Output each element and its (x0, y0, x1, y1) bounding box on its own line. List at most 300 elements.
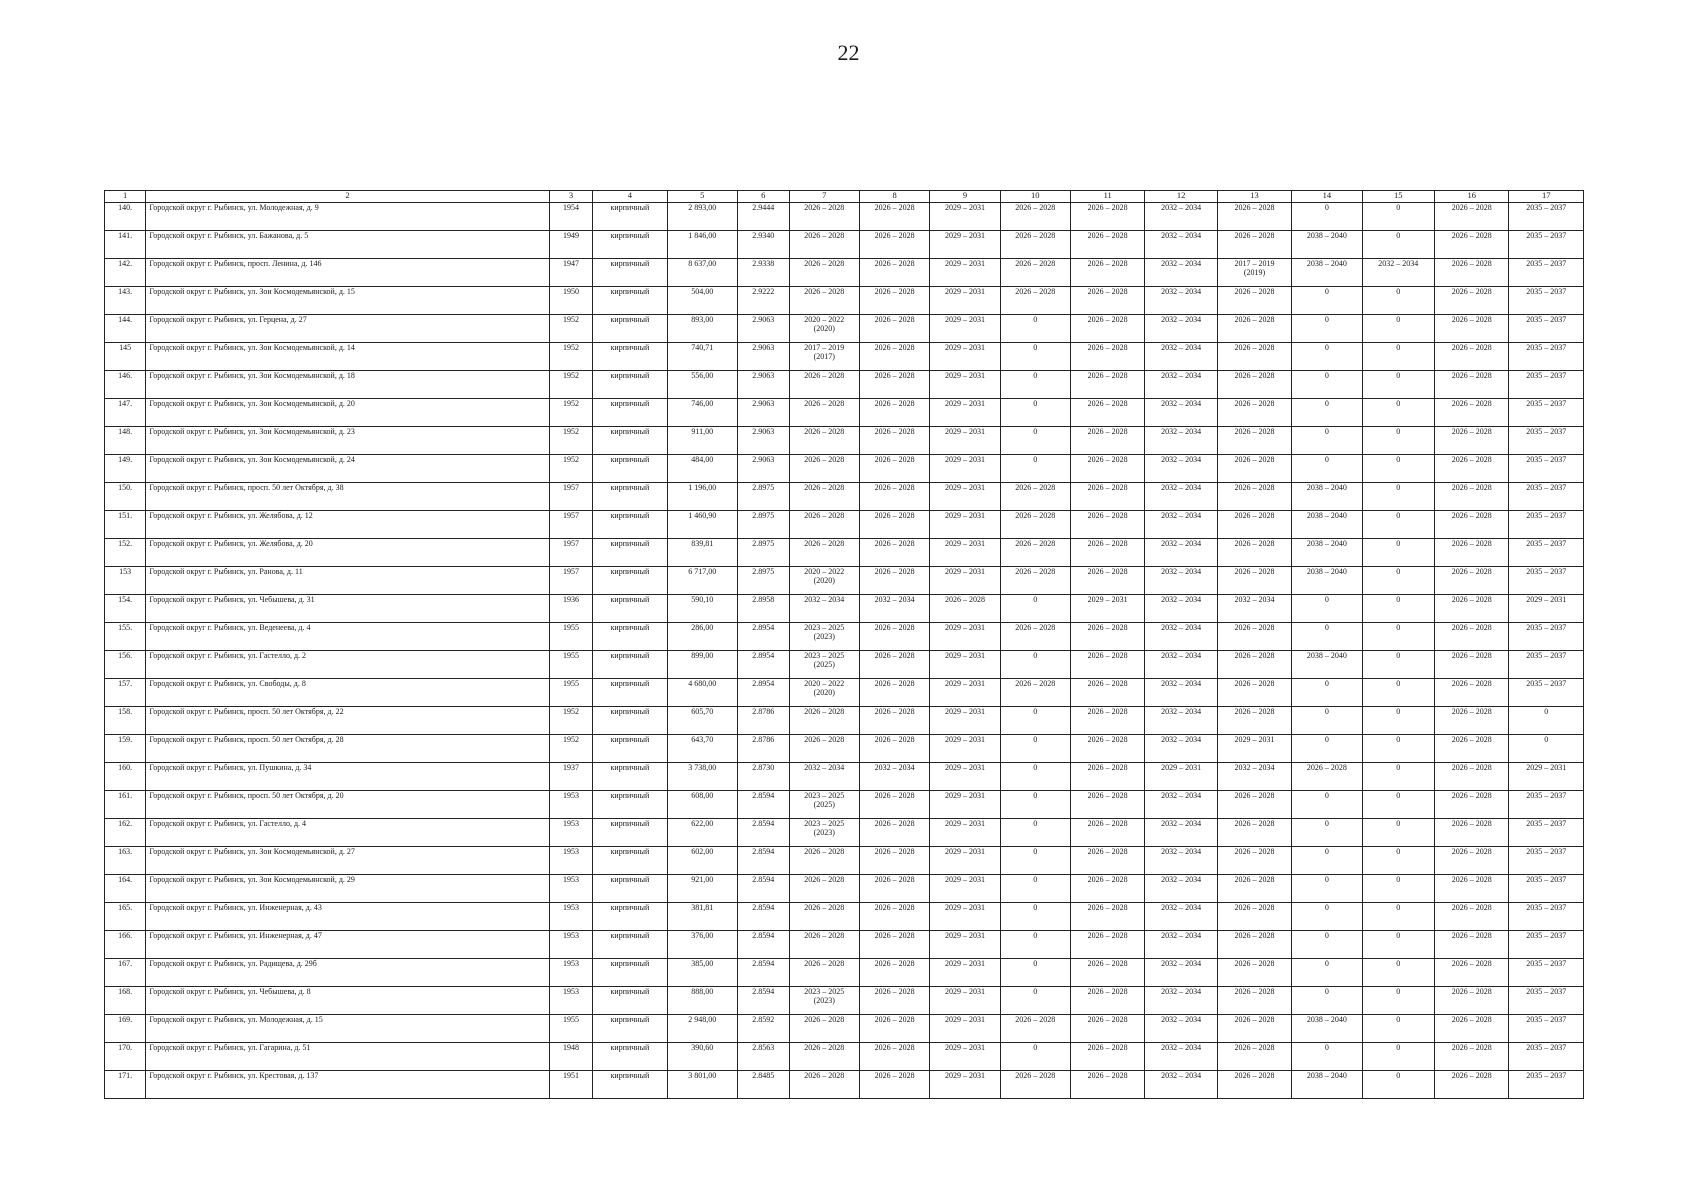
table-cell: 0 (1362, 203, 1434, 231)
table-cell: кирпичный (593, 791, 667, 819)
table-row (105, 763, 1584, 791)
table-cell: 1955 (549, 1015, 592, 1043)
table-cell: 2026 – 2028 (859, 1043, 929, 1071)
column-header: 6 (737, 191, 789, 203)
table-cell: 2032 – 2034 (1145, 455, 1217, 483)
table-cell: 0 (1362, 1015, 1434, 1043)
table-cell: 2038 – 2040 (1292, 483, 1362, 511)
table-cell: 2026 – 2028 (1434, 595, 1508, 623)
table-cell: 0 (1362, 1071, 1434, 1099)
table-cell: 2035 – 2037 (1509, 483, 1584, 511)
table-cell: 746,00 (667, 399, 737, 427)
table-cell: 2029 – 2031 (930, 203, 1000, 231)
table-cell: 2026 – 2028 (789, 1043, 859, 1071)
table-cell: 2029 – 2031 (930, 623, 1000, 651)
table-cell: 2026 – 2028 (1070, 287, 1144, 315)
table-cell: 2026 – 2028 (1070, 343, 1144, 371)
table-row (105, 987, 1584, 1015)
table-cell: 2038 – 2040 (1292, 1015, 1362, 1043)
table-cell: 2026 – 2028 (1070, 931, 1144, 959)
table-cell: 2026 – 2028 (789, 231, 859, 259)
table-cell: 2026 – 2028 (1070, 203, 1144, 231)
table-cell: 0 (1292, 931, 1362, 959)
table-cell: 2026 – 2028 (1070, 231, 1144, 259)
address-cell: Городской округ г. Рыбинск, просп. 50 лет Октября, д. 38 (146, 483, 549, 511)
table-cell: 2026 – 2028 (1217, 315, 1291, 343)
table-cell: 2026 – 2028 (1070, 791, 1144, 819)
table-cell: 0 (1292, 315, 1362, 343)
table-cell: 1952 (549, 427, 592, 455)
table-cell: 2026 – 2028 (789, 511, 859, 539)
table-cell: 1953 (549, 903, 592, 931)
table-cell: 155. (105, 623, 146, 651)
table-cell: 2032 – 2034 (1145, 315, 1217, 343)
table-cell: 2029 – 2031 (930, 371, 1000, 399)
table-cell: 2026 – 2028 (859, 455, 929, 483)
table-cell: 2026 – 2028 (789, 455, 859, 483)
address-cell: Городской округ г. Рыбинск, ул. Герцена, д. 27 (146, 315, 549, 343)
table-cell: 0 (1362, 679, 1434, 707)
table-cell: 376,00 (667, 931, 737, 959)
table-cell: 839,81 (667, 539, 737, 567)
column-header: 17 (1509, 191, 1584, 203)
table-cell: 2026 – 2028 (1217, 371, 1291, 399)
table-cell: 2.8975 (737, 483, 789, 511)
table-cell: 2.8594 (737, 931, 789, 959)
table-body (105, 203, 1584, 1099)
table-cell: 2029 – 2031 (1145, 763, 1217, 791)
table-cell: 2026 – 2028 (1217, 819, 1291, 847)
table-row (105, 203, 1584, 231)
table-cell: 2032 – 2034 (1145, 483, 1217, 511)
table-cell: 2026 – 2028 (859, 343, 929, 371)
address-cell: Городской округ г. Рыбинск, ул. Молодежная, д. 15 (146, 1015, 549, 1043)
table-cell: 2026 – 2028 (859, 1015, 929, 1043)
table-cell: 0 (1000, 651, 1070, 679)
table-cell: 2026 – 2028 (1000, 203, 1070, 231)
table-cell: 3 801,00 (667, 1071, 737, 1099)
table-cell: 2026 – 2028 (1070, 539, 1144, 567)
table-cell: 1953 (549, 875, 592, 903)
table-cell: кирпичный (593, 763, 667, 791)
table-cell: 0 (1362, 651, 1434, 679)
table-cell: 2026 – 2028 (789, 735, 859, 763)
table-cell: 2.8730 (737, 763, 789, 791)
table-cell: 1937 (549, 763, 592, 791)
table-cell: кирпичный (593, 287, 667, 315)
table-cell: 2026 – 2028 (1434, 259, 1508, 287)
table-cell: 2.8563 (737, 1043, 789, 1071)
table-cell: 164. (105, 875, 146, 903)
table-cell: 0 (1292, 791, 1362, 819)
table-cell: 2026 – 2028 (1434, 679, 1508, 707)
column-header: 9 (930, 191, 1000, 203)
table-cell: 0 (1000, 455, 1070, 483)
table-cell: 2032 – 2034 (1145, 343, 1217, 371)
table-cell: 0 (1000, 343, 1070, 371)
table-cell: 1947 (549, 259, 592, 287)
table-cell: 2026 – 2028 (789, 287, 859, 315)
table-cell: 2026 – 2028 (1434, 287, 1508, 315)
table-cell: 0 (1509, 735, 1584, 763)
column-header: 12 (1145, 191, 1217, 203)
table-cell: 0 (1292, 371, 1362, 399)
table-cell: 2035 – 2037 (1509, 511, 1584, 539)
table-cell: 2026 – 2028 (1217, 1071, 1291, 1099)
table-cell: 2035 – 2037 (1509, 651, 1584, 679)
table-cell: 2026 – 2028 (1000, 679, 1070, 707)
table-cell: 2026 – 2028 (859, 847, 929, 875)
table-cell: 2026 – 2028 (859, 427, 929, 455)
table-row (105, 259, 1584, 287)
table-cell: 286,00 (667, 623, 737, 651)
table-cell: 2.9063 (737, 343, 789, 371)
table-cell: 2032 – 2034 (1145, 595, 1217, 623)
table-cell: кирпичный (593, 623, 667, 651)
table-cell: 2029 – 2031 (1509, 763, 1584, 791)
table-cell: 2029 – 2031 (1070, 595, 1144, 623)
address-cell: Городской округ г. Рыбинск, ул. Зои Космодемьянской, д. 18 (146, 371, 549, 399)
table-cell: 0 (1362, 539, 1434, 567)
table-cell: 2026 – 2028 (1070, 371, 1144, 399)
table-cell: кирпичный (593, 959, 667, 987)
table-cell: 2026 – 2028 (1434, 1015, 1508, 1043)
table-cell: 167. (105, 959, 146, 987)
table-cell: 2026 – 2028 (859, 259, 929, 287)
table-row (105, 1043, 1584, 1071)
table-cell: 2032 – 2034 (1145, 931, 1217, 959)
table-cell: кирпичный (593, 315, 667, 343)
column-header: 7 (789, 191, 859, 203)
table-cell: 2029 – 2031 (1509, 595, 1584, 623)
table-cell: 171. (105, 1071, 146, 1099)
table-cell: 144. (105, 315, 146, 343)
table-cell: 0 (1362, 399, 1434, 427)
table-cell: кирпичный (593, 679, 667, 707)
table-cell: 2029 – 2031 (930, 1043, 1000, 1071)
table-cell: 2032 – 2034 (1145, 203, 1217, 231)
table-cell: 2026 – 2028 (859, 735, 929, 763)
table-cell: 888,00 (667, 987, 737, 1015)
table-cell: 1955 (549, 679, 592, 707)
table-cell: 2026 – 2028 (1217, 791, 1291, 819)
table-cell: 150. (105, 483, 146, 511)
table-cell: 2026 – 2028 (1434, 399, 1508, 427)
table-cell: 2.9444 (737, 203, 789, 231)
column-header: 3 (549, 191, 592, 203)
table-cell: 2026 – 2028 (859, 231, 929, 259)
table-row (105, 427, 1584, 455)
table-cell: 2032 – 2034 (1145, 707, 1217, 735)
table-cell: 2026 – 2028 (1217, 539, 1291, 567)
table-cell: кирпичный (593, 567, 667, 595)
table-cell: 2026 – 2028 (1434, 539, 1508, 567)
column-header: 8 (859, 191, 929, 203)
table-cell: 2026 – 2028 (789, 1015, 859, 1043)
table-cell: 390,60 (667, 1043, 737, 1071)
table-row (105, 455, 1584, 483)
table-cell: 146. (105, 371, 146, 399)
table-cell: 2032 – 2034 (1145, 371, 1217, 399)
table-cell: 2026 – 2028 (1217, 343, 1291, 371)
column-header: 4 (593, 191, 667, 203)
schedule-table (104, 190, 1584, 1099)
table-cell: 2026 – 2028 (1292, 763, 1362, 791)
table-cell: 153 (105, 567, 146, 595)
table-cell: 2026 – 2028 (1070, 707, 1144, 735)
table-cell: 1949 (549, 231, 592, 259)
column-header: 14 (1292, 191, 1362, 203)
table-cell: кирпичный (593, 483, 667, 511)
table-cell: 2026 – 2028 (1434, 763, 1508, 791)
table-cell: 1953 (549, 987, 592, 1015)
table-cell: 2.9063 (737, 455, 789, 483)
table-cell: 143. (105, 287, 146, 315)
table-cell: 157. (105, 679, 146, 707)
table-cell: 0 (1292, 623, 1362, 651)
table-cell: кирпичный (593, 987, 667, 1015)
table-cell: 8 637,00 (667, 259, 737, 287)
table-cell: 2026 – 2028 (1434, 203, 1508, 231)
table-cell: 2035 – 2037 (1509, 959, 1584, 987)
table-cell: 2029 – 2031 (930, 427, 1000, 455)
address-cell: Городской округ г. Рыбинск, ул. Инженерная, д. 47 (146, 931, 549, 959)
table-cell: 2029 – 2031 (930, 483, 1000, 511)
table-cell: 2035 – 2037 (1509, 791, 1584, 819)
table-cell: 2032 – 2034 (1145, 259, 1217, 287)
address-cell: Городской округ г. Рыбинск, ул. Ранова, д. 11 (146, 567, 549, 595)
table-cell: 2026 – 2028 (859, 791, 929, 819)
table-cell: 2.8954 (737, 623, 789, 651)
table-cell: 2026 – 2028 (1434, 651, 1508, 679)
table-cell: 2026 – 2028 (1217, 511, 1291, 539)
table-cell: 2032 – 2034 (1145, 567, 1217, 595)
table-cell: 1952 (549, 707, 592, 735)
table-cell: 504,00 (667, 287, 737, 315)
table-cell: кирпичный (593, 651, 667, 679)
table-cell: 2038 – 2040 (1292, 539, 1362, 567)
table-cell: 0 (1362, 483, 1434, 511)
table-cell: кирпичный (593, 371, 667, 399)
table-cell: 2035 – 2037 (1509, 623, 1584, 651)
table-cell: 2026 – 2028 (859, 203, 929, 231)
address-cell: Городской округ г. Рыбинск, ул. Свободы, д. 8 (146, 679, 549, 707)
address-cell: Городской округ г. Рыбинск, ул. Желябова, д. 20 (146, 539, 549, 567)
table-cell: 2026 – 2028 (1000, 1071, 1070, 1099)
table-cell: 1957 (549, 483, 592, 511)
table-cell: 2026 – 2028 (1434, 567, 1508, 595)
table-row (105, 539, 1584, 567)
table-cell: 2026 – 2028 (1217, 1043, 1291, 1071)
table-cell: 2035 – 2037 (1509, 819, 1584, 847)
table-cell: кирпичный (593, 427, 667, 455)
table-cell: 2029 – 2031 (930, 791, 1000, 819)
table-cell: 2026 – 2028 (1217, 707, 1291, 735)
table-cell: 893,00 (667, 315, 737, 343)
table-cell: 622,00 (667, 819, 737, 847)
table-cell: 1951 (549, 1071, 592, 1099)
table-cell: 2035 – 2037 (1509, 539, 1584, 567)
table-row (105, 231, 1584, 259)
table-cell: 0 (1292, 903, 1362, 931)
table-cell: 2029 – 2031 (930, 287, 1000, 315)
table-cell: 2026 – 2028 (1434, 707, 1508, 735)
table-cell: 1953 (549, 819, 592, 847)
table-cell: 2035 – 2037 (1509, 847, 1584, 875)
table-cell: 2.8594 (737, 791, 789, 819)
table-cell: 385,00 (667, 959, 737, 987)
table-row (105, 623, 1584, 651)
table-cell: 2026 – 2028 (859, 623, 929, 651)
table-row (105, 959, 1584, 987)
table-cell: 2026 – 2028 (859, 987, 929, 1015)
table-cell: 2035 – 2037 (1509, 399, 1584, 427)
table-cell: 2032 – 2034 (1362, 259, 1434, 287)
table-cell: 0 (1362, 343, 1434, 371)
table-cell: 2026 – 2028 (1434, 875, 1508, 903)
table-cell: 2026 – 2028 (1070, 427, 1144, 455)
table-row (105, 791, 1584, 819)
table-cell: кирпичный (593, 511, 667, 539)
table-cell: 0 (1292, 343, 1362, 371)
table-cell: 166. (105, 931, 146, 959)
address-cell: Городской округ г. Рыбинск, ул. Чебышева, д. 31 (146, 595, 549, 623)
table-cell: 2026 – 2028 (1070, 1071, 1144, 1099)
table-cell: 608,00 (667, 791, 737, 819)
table-cell: 2026 – 2028 (1070, 819, 1144, 847)
table-cell: 2026 – 2028 (1070, 455, 1144, 483)
table-cell: 169. (105, 1015, 146, 1043)
table-cell: 170. (105, 1043, 146, 1071)
table-cell: 2026 – 2028 (1000, 1015, 1070, 1043)
table-cell: 0 (1362, 287, 1434, 315)
table-cell: 1957 (549, 511, 592, 539)
table-cell: 2032 – 2034 (859, 595, 929, 623)
table-cell: кирпичный (593, 1015, 667, 1043)
address-cell: Городской округ г. Рыбинск, ул. Радищева, д. 29б (146, 959, 549, 987)
table-cell: кирпичный (593, 343, 667, 371)
table-row (105, 903, 1584, 931)
table-cell: 2026 – 2028 (859, 483, 929, 511)
address-cell: Городской округ г. Рыбинск, ул. Желябова, д. 12 (146, 511, 549, 539)
table-cell: 151. (105, 511, 146, 539)
table-cell: 0 (1362, 763, 1434, 791)
table-cell: 0 (1362, 567, 1434, 595)
table-cell: 2026 – 2028 (1070, 651, 1144, 679)
table-cell: кирпичный (593, 1071, 667, 1099)
table-cell: 740,71 (667, 343, 737, 371)
table-cell: 2023 – 2025 (2023) (789, 623, 859, 651)
table-cell: 2026 – 2028 (1217, 651, 1291, 679)
table-cell: 2.8975 (737, 539, 789, 567)
table-cell: 2026 – 2028 (1217, 455, 1291, 483)
table-cell: 2032 – 2034 (1145, 959, 1217, 987)
table-cell: 2026 – 2028 (859, 371, 929, 399)
table-cell: 2035 – 2037 (1509, 903, 1584, 931)
table-cell: 2026 – 2028 (859, 315, 929, 343)
table-cell: 2032 – 2034 (1145, 1071, 1217, 1099)
address-cell: Городской округ г. Рыбинск, ул. Зои Космодемьянской, д. 14 (146, 343, 549, 371)
table-cell: 2026 – 2028 (1070, 483, 1144, 511)
table-cell: 2026 – 2028 (1070, 259, 1144, 287)
table-cell: 2032 – 2034 (1145, 1015, 1217, 1043)
table-cell: кирпичный (593, 903, 667, 931)
table-cell: 2035 – 2037 (1509, 567, 1584, 595)
address-cell: Городской округ г. Рыбинск, ул. Зои Космодемьянской, д. 15 (146, 287, 549, 315)
column-header: 16 (1434, 191, 1508, 203)
page-number: 22 (837, 40, 860, 65)
table-cell: 2029 – 2031 (930, 315, 1000, 343)
table-cell: 2.8786 (737, 707, 789, 735)
table-cell: 2026 – 2028 (1000, 231, 1070, 259)
table-cell: 154. (105, 595, 146, 623)
table-cell: кирпичный (593, 595, 667, 623)
table-cell: 2020 – 2022 (2020) (789, 567, 859, 595)
table-cell: 2026 – 2028 (1217, 679, 1291, 707)
table-cell: 2026 – 2028 (859, 399, 929, 427)
table-cell: 2029 – 2031 (930, 847, 1000, 875)
address-cell: Городской округ г. Рыбинск, ул. Инженерная, д. 43 (146, 903, 549, 931)
table-cell: 0 (1292, 875, 1362, 903)
table-cell: 0 (1292, 595, 1362, 623)
table-cell: 2029 – 2031 (930, 1015, 1000, 1043)
table-cell: 2026 – 2028 (1000, 483, 1070, 511)
table-cell: 2032 – 2034 (789, 763, 859, 791)
table-cell: 2035 – 2037 (1509, 371, 1584, 399)
address-cell: Городской округ г. Рыбинск, ул. Гастелло, д. 2 (146, 651, 549, 679)
table-row (105, 287, 1584, 315)
table-cell: 2026 – 2028 (789, 483, 859, 511)
table-cell: 0 (1292, 455, 1362, 483)
table-cell: 2026 – 2028 (859, 539, 929, 567)
table-cell: 149. (105, 455, 146, 483)
table-cell: 2032 – 2034 (1145, 427, 1217, 455)
table-cell: 2.8594 (737, 959, 789, 987)
column-header: 2 (146, 191, 549, 203)
address-cell: Городской округ г. Рыбинск, ул. Бажанова, д. 5 (146, 231, 549, 259)
table-cell: 152. (105, 539, 146, 567)
table-cell: 1936 (549, 595, 592, 623)
table-cell: 1954 (549, 203, 592, 231)
table-cell: 2026 – 2028 (1217, 931, 1291, 959)
table-cell: 2026 – 2028 (1217, 875, 1291, 903)
table-row (105, 567, 1584, 595)
table-cell: 0 (1362, 623, 1434, 651)
table-cell: 2035 – 2037 (1509, 455, 1584, 483)
table-cell: 2.9340 (737, 231, 789, 259)
table-cell: 2038 – 2040 (1292, 567, 1362, 595)
table-cell: кирпичный (593, 231, 667, 259)
table-cell: 2026 – 2028 (1217, 567, 1291, 595)
table-cell: 2026 – 2028 (1070, 315, 1144, 343)
table-cell: 2.8975 (737, 567, 789, 595)
table-cell: 2026 – 2028 (789, 259, 859, 287)
table-cell: 2.8594 (737, 819, 789, 847)
table-cell: 159. (105, 735, 146, 763)
address-cell: Городской округ г. Рыбинск, ул. Зои Космодемьянской, д. 24 (146, 455, 549, 483)
table-cell: 2029 – 2031 (930, 903, 1000, 931)
table-cell: 2035 – 2037 (1509, 203, 1584, 231)
table-cell: 0 (1000, 819, 1070, 847)
table-cell: 4 680,00 (667, 679, 737, 707)
table-cell: 2032 – 2034 (1145, 1043, 1217, 1071)
table-cell: 2029 – 2031 (930, 455, 1000, 483)
table-cell: 2026 – 2028 (859, 931, 929, 959)
table-cell: 2038 – 2040 (1292, 511, 1362, 539)
table-cell: 147. (105, 399, 146, 427)
table-cell: 0 (1000, 427, 1070, 455)
table-cell: 1957 (549, 539, 592, 567)
